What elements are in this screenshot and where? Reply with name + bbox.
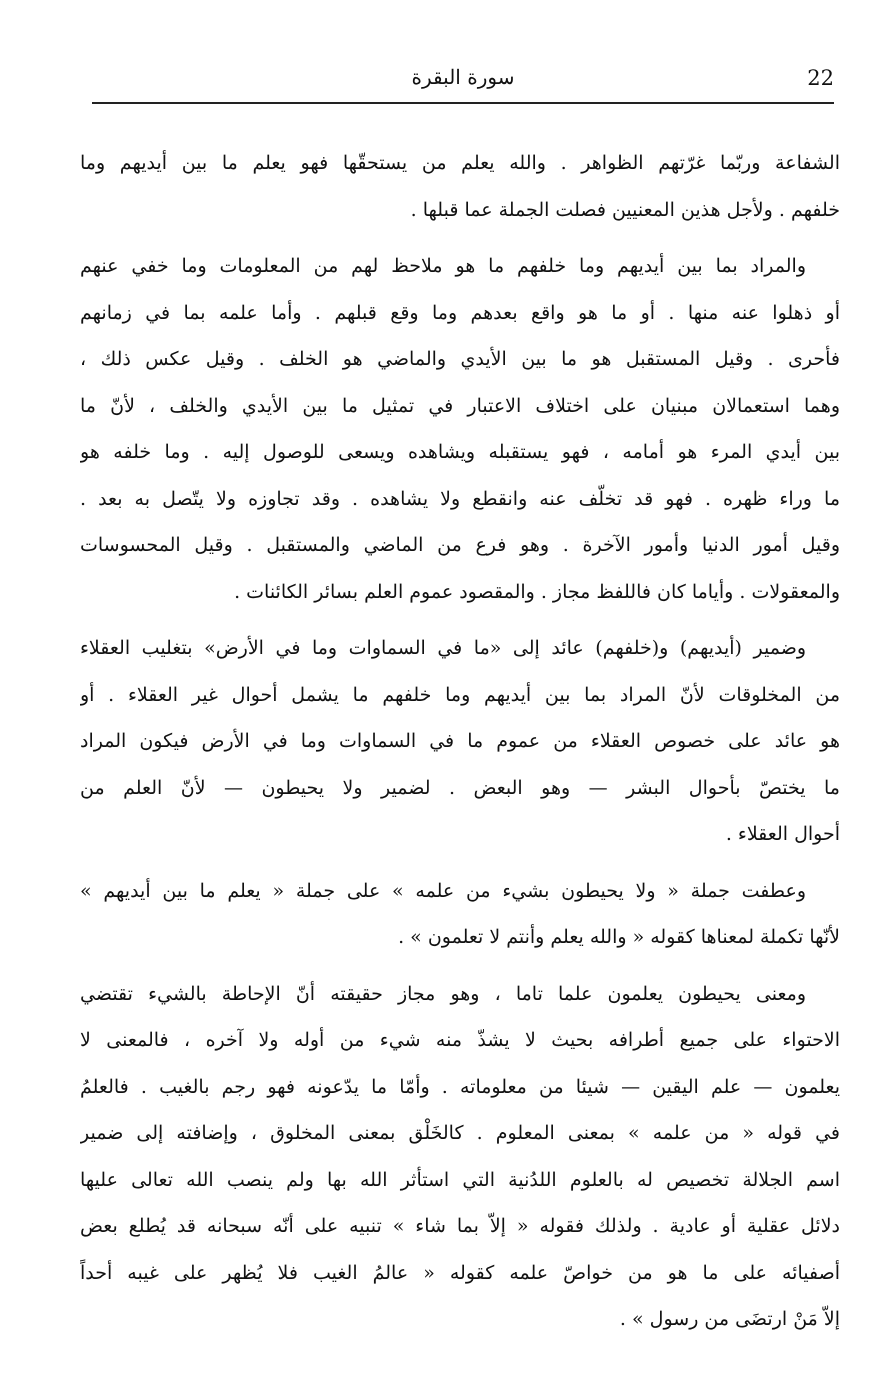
running-title: سورة البقرة xyxy=(411,65,515,89)
text-line: ما وراء ظهره . فهو قد تخلّف عنه وانقطع ولا يشاهده . وقد تجاوزه ولا يتّصل به بعد . xyxy=(80,487,840,510)
text-line: بين أيدي المرء هو أمامه ، فهو يستقبله ويشاهده ويسعى للوصول إليه . وما خلفه هو xyxy=(80,441,840,463)
page-number: 22 xyxy=(807,66,834,90)
page-header xyxy=(92,58,834,104)
body-text xyxy=(80,140,840,1353)
text-line: ما يختصّ بأحوال البشر — وهو البعض . لضمير ولا يحيطون — لأنّ العلم من xyxy=(80,776,840,799)
text-line: الاحتواء على جميع أطرافه بحيث لا يشذّ منه شيء من أوله ولا آخره ، فالمعنى لا xyxy=(80,1029,840,1051)
text-line: في قوله « من علمه » بمعنى المعلوم . كالخَلْق بمعنى المخلوق ، وإضافته إلى ضمير xyxy=(80,1122,840,1144)
text-line: وعطفت جملة « ولا يحيطون بشيء من علمه » على جملة « يعلم ما بين أيديهم » xyxy=(80,879,806,902)
text-line: وضمير (أيديهم) و(خلفهم) عائد إلى «ما في السماوات وما في الأرض» بتغليب العقلاء xyxy=(80,637,806,659)
paragraph xyxy=(80,625,840,858)
text-line: وهما استعمالان مبنيان على اختلاف الاعتبار في تمثيل ما بين الأيدي والخلف ، لأنّ ما xyxy=(80,394,840,417)
paragraph xyxy=(80,868,840,961)
text-line: يعلمون — علم اليقين — شيئا من معلوماته . وأمّا ما يدّعونه فهو رجم بالغيب . فالعلمُ xyxy=(80,1075,840,1098)
paragraph xyxy=(80,140,840,233)
text-line: فأحرى . وقيل المستقبل هو ما بين الأيدي والماضي هو الخلف . وقيل عكس ذلك ، xyxy=(80,348,840,370)
paragraph xyxy=(80,243,840,615)
text-line: أو ذهلوا عنه منها . أو ما هو واقع بعدهم وما وقع قبلهم . وأما علمه بما في زمانهم xyxy=(80,301,840,324)
text-line: لأنّها تكملة لمعناها كقوله « والله يعلم وأنتم لا تعلمون » . xyxy=(398,926,840,948)
text-line: والمعقولات . وأياما كان فاللفظ مجاز . والمقصود عموم العلم بسائر الكائنات . xyxy=(234,580,840,603)
text-line: أصفيائه على ما هو من خواصّ علمه كقوله « عالمُ الغيب فلا يُظهر على غيبه أحداً xyxy=(80,1261,840,1284)
text-line: دلائل عقلية أو عادية . ولذلك فقوله « إلاّ بما شاء » تنبيه على أنّه سبحانه قد يُطلع بعض xyxy=(80,1215,840,1237)
text-line: الشفاعة وربّما غرّتهم الظواهر . والله يعلم من يستحقّها فهو يعلم ما بين أيديهم وما xyxy=(80,152,840,174)
text-line: خلفهم . ولأجل هذين المعنيين فصلت الجملة عما قبلها . xyxy=(410,198,840,221)
text-line: اسم الجلالة تخصيص له بالعلوم اللدُنية التي استأثر الله بها ولم ينصب الله تعالى عليها xyxy=(80,1168,840,1191)
text-line: أحوال العقلاء . xyxy=(725,823,840,845)
text-line: هو عائد على خصوص العقلاء من عموم ما في السماوات وما في الأرض فيكون المراد xyxy=(80,730,840,752)
text-line: إلاّ مَنْ ارتضَى من رسول » . xyxy=(619,1308,840,1330)
text-line: والمراد بما بين أيديهم وما خلفهم ما هو ملاحظ لهم من المعلومات وما خفي عنهم xyxy=(80,255,806,277)
text-line: من المخلوقات لأنّ المراد بما بين أيديهم وما خلفهم ما يشمل أحوال غير العقلاء . أو xyxy=(80,683,840,706)
text-line: وقيل أمور الدنيا وأمور الآخرة . وهو فرع من الماضي والمستقبل . وقيل المحسوسات xyxy=(80,534,840,556)
text-line: ومعنى يحيطون يعلمون علما تاما ، وهو مجاز حقيقته أنّ الإحاطة بالشيء تقتضي xyxy=(80,982,806,1005)
paragraph xyxy=(80,971,840,1343)
